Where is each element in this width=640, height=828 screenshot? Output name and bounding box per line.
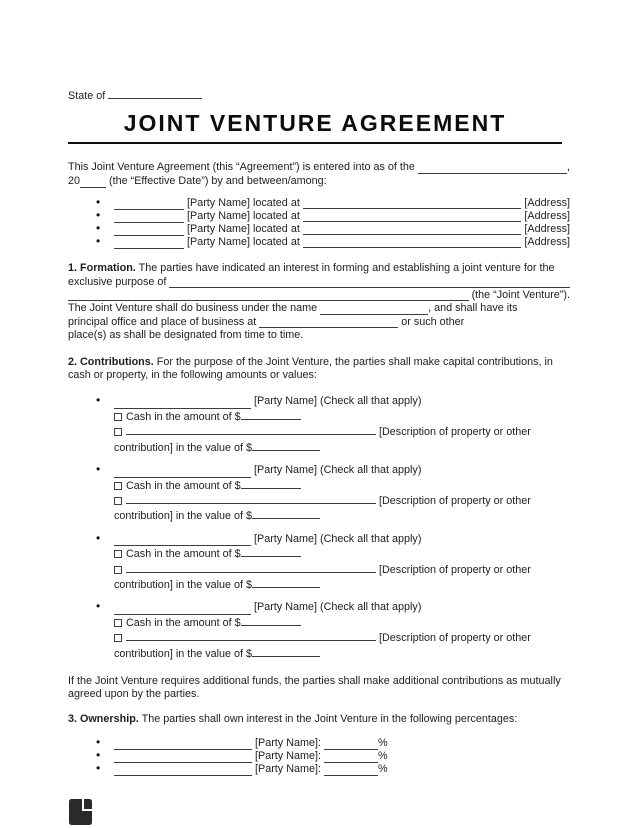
party-name-label: [Party Name] (Check all that apply) <box>251 532 422 545</box>
checkbox-icon <box>114 634 122 642</box>
formation-text: exclusive purpose of <box>68 275 170 288</box>
property-desc-label: [Description of property or other <box>376 426 531 439</box>
office-blank-line <box>259 317 398 328</box>
formation-text: or such other <box>398 315 465 328</box>
year-prefix: 20 <box>68 174 81 187</box>
percent-sign: % <box>378 737 388 750</box>
checkbox-icon <box>114 619 122 627</box>
party-name-blank-line <box>114 765 252 776</box>
purpose-blank-line <box>169 277 570 288</box>
property-value-blank-line <box>252 577 320 588</box>
party-name-label: [Party Name] located at <box>184 197 303 210</box>
bullet-icon: • <box>96 234 101 249</box>
party-name-blank-line <box>114 604 251 615</box>
contribution-party-line <box>68 530 570 546</box>
cash-amount-blank-line <box>241 409 301 420</box>
additional-funds-line-2 <box>68 688 570 701</box>
cash-amount-blank-line <box>241 478 301 489</box>
property-value-blank-line <box>252 508 320 519</box>
address-label: [Address] <box>521 197 570 210</box>
state-blank-line <box>108 88 202 99</box>
intro-line-1 <box>68 161 570 174</box>
party-name-label: [Party Name]: <box>252 750 324 763</box>
checkbox-icon <box>114 497 122 505</box>
party-list-item <box>68 223 570 236</box>
section-formation <box>68 262 570 342</box>
contribution-block <box>68 601 570 661</box>
address-blank-line <box>303 198 522 209</box>
contributions-line-1 <box>68 356 570 369</box>
contributions-line-2 <box>68 369 570 382</box>
percentage-blank-line <box>324 765 378 776</box>
ownership-list-item <box>68 737 570 750</box>
bullet-icon: • <box>96 208 101 223</box>
contributions-heading: 2. Contributions. <box>68 355 154 368</box>
cash-option-label: Cash in the amount of $ <box>123 616 241 629</box>
checkbox-icon <box>114 413 122 421</box>
party-name-label: [Party Name]: <box>252 737 324 750</box>
address-label: [Address] <box>521 210 570 223</box>
party-list-item <box>68 197 570 210</box>
section-contributions <box>68 356 570 383</box>
bullet-icon: • <box>96 735 101 750</box>
ownership-heading: 3. Ownership. <box>68 712 139 725</box>
party-name-blank-line <box>114 225 184 236</box>
property-option-line <box>68 562 570 577</box>
cash-amount-blank-line <box>241 615 301 626</box>
intro-comma: , <box>567 161 570 174</box>
cash-amount-blank-line <box>241 546 301 557</box>
party-name-label: [Party Name]: <box>252 763 324 776</box>
percent-sign: % <box>378 763 388 776</box>
address-blank-line <box>303 237 522 248</box>
section-ownership <box>68 713 570 726</box>
additional-funds-text: If the Joint Venture requires additional funds, the parties shall make additional contributions as mutually <box>68 674 561 687</box>
property-option-line <box>68 630 570 645</box>
cash-option-line <box>68 615 570 630</box>
additional-funds-text: agreed upon by the parties. <box>68 688 200 701</box>
property-value-label: contribution] in the value of $ <box>114 647 253 660</box>
formation-text: The parties have indicated an interest in forming and establishing a joint venture for the <box>135 262 555 275</box>
party-name-blank-line <box>114 398 251 409</box>
business-name-blank-line <box>320 304 428 315</box>
percentage-blank-line <box>324 739 378 750</box>
formation-line-6 <box>68 329 570 342</box>
bullet-icon: • <box>96 599 101 614</box>
formation-heading: 1. Formation. <box>68 262 136 275</box>
ownership-list-item <box>68 763 570 776</box>
property-desc-label: [Description of property or other <box>376 632 531 645</box>
party-name-label: [Party Name] (Check all that apply) <box>251 464 422 477</box>
party-name-blank-line <box>114 739 252 750</box>
property-value-blank-line <box>252 646 320 657</box>
party-name-label: [Party Name] located at <box>184 223 303 236</box>
party-name-label: [Party Name] (Check all that apply) <box>251 395 422 408</box>
property-desc-label: [Description of property or other <box>376 494 531 507</box>
property-desc-label: [Description of property or other <box>376 563 531 576</box>
checkbox-icon <box>114 428 122 436</box>
contribution-block <box>68 395 570 455</box>
property-value-line <box>68 440 570 455</box>
formation-text: , and shall have its <box>428 302 518 315</box>
legal-templates-logo-icon <box>69 799 92 825</box>
address-label: [Address] <box>521 223 570 236</box>
property-desc-blank-line <box>126 424 376 435</box>
property-value-line <box>68 577 570 592</box>
state-of-label: State of <box>68 90 109 102</box>
property-value-line <box>68 646 570 661</box>
formation-text: (the “Joint Venture”). <box>468 289 570 302</box>
checkbox-icon <box>114 482 122 490</box>
checkbox-icon <box>114 566 122 574</box>
intro-text: This Joint Venture Agreement (this “Agreement”) is entered into as of the <box>68 161 418 174</box>
year-blank-line <box>80 177 106 188</box>
cash-option-label: Cash in the amount of $ <box>123 548 241 561</box>
party-name-blank-line <box>114 238 184 249</box>
contribution-party-line <box>68 464 570 477</box>
cash-option-line <box>68 546 570 561</box>
party-name-label: [Party Name] located at <box>184 210 303 223</box>
purpose-blank-line-2 <box>68 290 469 301</box>
percentage-blank-line <box>324 752 378 763</box>
party-name-blank-line <box>114 212 184 223</box>
address-label: [Address] <box>521 236 570 249</box>
contribution-block <box>68 464 570 524</box>
formation-text: place(s) as shall be designated from time to time. <box>68 329 304 342</box>
bullet-icon: • <box>96 761 101 776</box>
property-option-line <box>68 424 570 439</box>
party-list <box>68 197 570 249</box>
formation-text: The Joint Venture shall do business under the name <box>68 302 321 315</box>
bullet-icon: • <box>96 748 101 763</box>
date-blank-line <box>418 163 567 174</box>
ownership-list-item <box>68 750 570 763</box>
formation-line-5 <box>68 316 570 329</box>
additional-funds-paragraph <box>68 675 570 702</box>
formation-text: principal office and place of business at <box>68 315 260 328</box>
property-value-label: contribution] in the value of $ <box>114 441 253 454</box>
intro-line-2 <box>68 175 570 188</box>
cash-option-line <box>68 409 570 424</box>
property-value-line <box>68 508 570 523</box>
party-name-label: [Party Name] (Check all that apply) <box>251 601 422 614</box>
party-name-blank-line <box>114 535 251 546</box>
ownership-text: The parties shall own interest in the Joint Venture in the following percentages: <box>138 712 518 725</box>
property-option-line <box>68 493 570 508</box>
cash-option-line <box>68 478 570 493</box>
formation-line-2 <box>68 276 570 289</box>
checkbox-icon <box>114 550 122 558</box>
state-of-line <box>68 88 570 103</box>
effective-date-text: (the “Effective Date”) by and between/among: <box>106 174 327 187</box>
contributions-text: cash or property, in the following amounts or values: <box>68 369 317 382</box>
contribution-block <box>68 530 570 593</box>
bullet-icon: • <box>96 462 101 477</box>
contributions-text: For the purpose of the Joint Venture, the parties shall make capital contributions, in <box>153 355 553 368</box>
bullet-icon: • <box>96 221 101 236</box>
property-desc-blank-line <box>126 493 376 504</box>
bullet-icon: • <box>96 195 101 210</box>
title-block <box>68 111 562 144</box>
additional-funds-line-1 <box>68 675 570 688</box>
ownership-list <box>68 737 570 776</box>
bullet-icon: • <box>96 530 101 545</box>
cash-option-label: Cash in the amount of $ <box>123 410 241 423</box>
page-title: JOINT VENTURE AGREEMENT <box>123 110 507 137</box>
party-name-blank-line <box>114 199 184 210</box>
cash-option-label: Cash in the amount of $ <box>123 479 241 492</box>
party-name-blank-line <box>114 752 252 763</box>
party-list-item <box>68 210 570 223</box>
party-name-label: [Party Name] located at <box>184 236 303 249</box>
property-value-label: contribution] in the value of $ <box>114 510 253 523</box>
bullet-icon: • <box>96 393 101 408</box>
address-blank-line <box>303 224 522 235</box>
contribution-party-line <box>68 601 570 614</box>
contribution-party-line <box>68 395 570 408</box>
property-desc-blank-line <box>126 562 376 573</box>
intro-paragraph <box>68 161 570 188</box>
party-name-blank-line <box>114 467 251 478</box>
formation-line-1 <box>68 262 570 275</box>
formation-line-3 <box>68 289 570 302</box>
property-value-blank-line <box>252 440 320 451</box>
address-blank-line <box>303 211 522 222</box>
party-list-item <box>68 236 570 249</box>
property-value-label: contribution] in the value of $ <box>114 578 253 591</box>
property-desc-blank-line <box>126 630 376 641</box>
formation-line-4 <box>68 302 570 315</box>
percent-sign: % <box>378 750 388 763</box>
